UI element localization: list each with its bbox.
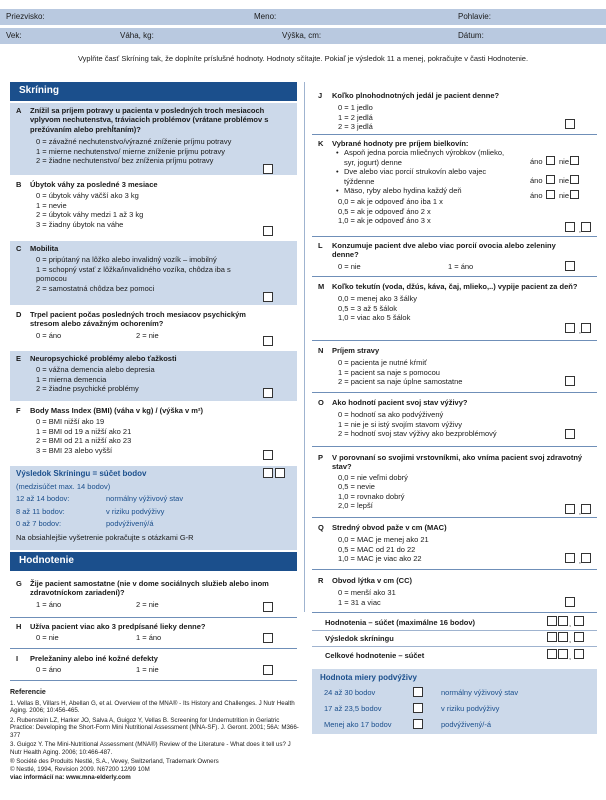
i-opt-1: 1 = nie xyxy=(136,665,159,675)
question-d-text: Trpel pacient počas posledných troch mesiacov psychickým stresom alebo závažným ochorením? xyxy=(30,310,246,329)
e-opt-2: 2 = žiadne psychické problémy xyxy=(36,384,139,394)
screening-note: Na obsiahlejšie vyšetrenie pokračujte s otázkami G-R xyxy=(16,532,194,542)
question-m-text: Koľko tekutín (voda, džús, káva, čaj, mlieko,..) vypije pacient za deň? xyxy=(332,282,578,291)
question-o xyxy=(312,395,597,445)
question-o-text: Ako hodnotí pacient svoj stav výživy? xyxy=(332,398,468,407)
k3-no-label: nie xyxy=(559,191,570,200)
m-score-box-2[interactable] xyxy=(578,323,591,335)
j-opt-2: 2 = 3 jedlá xyxy=(338,122,373,132)
divider xyxy=(312,276,597,277)
question-f xyxy=(10,403,297,463)
divider xyxy=(10,617,297,618)
f-opt-0: 0 = BMI nižší ako 19 xyxy=(36,417,105,427)
k3-no-box[interactable] xyxy=(570,190,579,199)
final-text-2: v riziku podvýživy xyxy=(441,704,500,713)
letter-p: P xyxy=(318,453,324,462)
sex-label: Pohlavie: xyxy=(458,12,491,21)
screening-total-label: Výsledok skríningu xyxy=(325,634,394,643)
assessment-header: Hodnotenie xyxy=(10,552,297,571)
k2-yes-label: áno xyxy=(530,176,543,185)
b-opt-0: 0 = úbytok váhy väčší ako 3 kg xyxy=(36,191,139,201)
question-b xyxy=(10,177,297,239)
divider xyxy=(312,134,597,135)
res-range-2: 8 až 11 bodov: xyxy=(16,506,65,516)
assessment-total-box-2[interactable] xyxy=(558,616,568,626)
age-label: Vek: xyxy=(6,31,22,40)
letter-d: D xyxy=(16,310,22,319)
question-j xyxy=(312,88,597,132)
o-opt-1: 1 = nie je si istý svojím stavom výživy xyxy=(338,419,462,429)
firstname-label: Meno: xyxy=(254,12,277,21)
divider xyxy=(10,648,297,649)
letter-k: K xyxy=(318,139,324,148)
o-score-box[interactable] xyxy=(565,429,575,439)
r-score-box[interactable] xyxy=(565,597,575,607)
k3-yes-box[interactable] xyxy=(546,190,555,199)
letter-g: G xyxy=(16,579,22,588)
height-label: Výška, cm: xyxy=(282,31,322,40)
res-text-1: normálny výživový stav xyxy=(106,494,184,504)
question-c xyxy=(10,241,297,305)
letter-f: F xyxy=(16,406,21,415)
letter-e: E xyxy=(16,354,22,363)
copyright: © Nestlé, 1994, Revision 2009. N67200 12/99 10M xyxy=(10,766,150,774)
overall-total-box-3[interactable] xyxy=(574,649,584,659)
m-opt-2: 1,0 = viac ako 5 šálok xyxy=(338,313,411,323)
question-h xyxy=(10,619,297,647)
l-score-box[interactable] xyxy=(565,261,575,271)
r-opt-1: 1 = 31 a viac xyxy=(338,597,381,607)
k3-yes-label: áno xyxy=(530,191,543,200)
final-text-1: normálny výživový stav xyxy=(441,688,519,697)
k2-no-box[interactable] xyxy=(570,175,579,184)
k-bullet-1: • Aspoň jedna porcia mliečnych výrobkov (mlieko, syr, jogurt) denne xyxy=(336,148,505,167)
assessment-total-label: Hodnotenia – súčet (maximálne 16 bodov) xyxy=(325,618,476,627)
k1-no-label: nie xyxy=(559,157,570,166)
f-opt-2: 2 = BMI od 21 a nižší ako 23 xyxy=(36,436,132,446)
final-range-1: 24 až 30 bodov xyxy=(324,688,376,697)
overall-total-box-1[interactable] xyxy=(547,649,557,659)
m-score-box-1[interactable] xyxy=(565,323,575,333)
a-score-box[interactable] xyxy=(263,164,273,174)
final-box-2[interactable] xyxy=(413,703,423,713)
letter-n: N xyxy=(318,346,324,355)
d-opt-1: 2 = nie xyxy=(136,330,159,340)
trademark: ® Société des Produits Nestlé, S.A., Vevey, Switzerland, Trademark Owners xyxy=(10,758,219,766)
g-opt-1: 2 = nie xyxy=(136,599,159,609)
o-opt-0: 0 = hodnotí sa ako podvýživený xyxy=(338,410,444,420)
n-opt-0: 0 = pacienta je nutné kŕmiť xyxy=(338,358,427,368)
header-row-1 xyxy=(0,9,606,25)
b-score-box[interactable] xyxy=(263,226,273,236)
result-box-2[interactable] xyxy=(275,468,285,478)
m-opt-0: 0,0 = menej ako 3 šálky xyxy=(338,294,418,304)
overall-total-label: Celkové hodnotenie – súčet xyxy=(325,651,425,660)
k-opt-1: 0,5 = ak je odpoveď áno 2 x xyxy=(338,206,431,216)
n-opt-2: 2 = pacient sa naje úplne samostatne xyxy=(338,377,463,387)
question-h-text: Užíva pacient viac ako 3 predpísané lieky denne? xyxy=(30,622,206,631)
question-q xyxy=(312,520,597,568)
j-score-box[interactable] xyxy=(565,119,575,129)
k-bullet-3-text: Mäso, ryby alebo hydina každý deň xyxy=(344,185,462,195)
question-i xyxy=(10,651,297,679)
c-opt-1: 1 = schopný vstať z lôžka/invalidného vozíka, chôdza iba s pomocou xyxy=(36,264,231,284)
n-score-box[interactable] xyxy=(565,376,575,386)
column-divider xyxy=(304,82,305,612)
divider xyxy=(312,340,597,341)
d-opt-0: 0 = áno xyxy=(36,330,62,340)
q-opt-2: 1,0 = MAC je viac ako 22 xyxy=(338,554,422,564)
p-opt-2: 1,0 = rovnako dobrý xyxy=(338,491,405,501)
references xyxy=(10,689,300,781)
q-score-box-2[interactable] xyxy=(578,553,591,565)
decimal-comma: , xyxy=(578,556,581,565)
j-opt-1: 1 = 2 jedlá xyxy=(338,112,373,122)
i-score-box[interactable] xyxy=(263,665,273,675)
g-opt-0: 1 = áno xyxy=(36,599,62,609)
c-opt-0: 0 = pripútaný na lôžko alebo invalidný vozík – imobilný xyxy=(36,255,217,265)
final-box-1[interactable] xyxy=(413,687,423,697)
question-g xyxy=(10,576,297,616)
k1-yes-label: áno xyxy=(530,157,543,166)
res-range-1: 12 až 14 bodov: xyxy=(16,494,70,504)
f-opt-3: 3 = BMI 23 alebo vyšší xyxy=(36,445,113,455)
q-score-box-1[interactable] xyxy=(565,553,575,563)
q-opt-0: 0,0 = MAC je menej ako 21 xyxy=(338,535,429,545)
divider xyxy=(312,392,597,393)
res-text-3: podvýživený/á xyxy=(106,519,154,529)
f-opt-1: 1 = BMI od 19 a nižší ako 21 xyxy=(36,426,132,436)
letter-l: L xyxy=(318,241,323,250)
screening-result-title: Výsledok Skríningu = súčet bodov xyxy=(16,469,147,478)
date-label: Dátum: xyxy=(458,31,484,40)
question-i-text: Preležaniny alebo iné kožné defekty xyxy=(30,654,158,663)
p-opt-1: 0,5 = nevie xyxy=(338,482,375,492)
letter-h: H xyxy=(16,622,22,631)
k-bullet-1-text: Aspoň jedna porcia mliečnych výrobkov (mlieko, syr, jogurt) denne xyxy=(344,148,505,167)
k-opt-0: 0,0 = ak je odpoveď áno iba 1 x xyxy=(338,197,443,207)
letter-q: Q xyxy=(318,523,324,532)
question-g-text: Žije pacient samostatne (nie v dome sociálnych služieb alebo inom zdravotníckom zariadení)? xyxy=(30,579,269,598)
e-opt-1: 1 = mierna demencia xyxy=(36,374,107,384)
f-score-box[interactable] xyxy=(263,450,273,460)
d-score-box[interactable] xyxy=(263,336,273,346)
k1-no-box[interactable] xyxy=(570,156,579,165)
question-e xyxy=(10,351,297,401)
divider xyxy=(312,612,597,613)
question-k-text: Vybrané hodnoty pre príjem bielkovín: xyxy=(332,139,469,148)
k1-yes-box[interactable] xyxy=(546,156,555,165)
c-score-box[interactable] xyxy=(263,292,273,302)
question-c-text: Mobilita xyxy=(30,244,59,253)
k-opt-2: 1,0 = ak je odpoveď áno 3 x xyxy=(338,216,431,225)
divider xyxy=(312,630,597,631)
a-opt-2: 2 = žiadne nechutenstvo/ bez zníženia príjmu potravy xyxy=(36,155,214,165)
question-q-text: Stredný obvod paže v cm (MAC) xyxy=(332,523,447,532)
question-n-text: Príjem stravy xyxy=(332,346,380,355)
question-p xyxy=(312,450,597,516)
n-opt-1: 1 = pacient sa naje s pomocou xyxy=(338,367,440,377)
letter-m: M xyxy=(318,282,325,291)
question-l-text: Konzumuje pacient dve alebo viac porcií ovocia alebo zeleniny denne? xyxy=(332,241,556,260)
p-opt-0: 0,0 = nie veľmi dobrý xyxy=(338,472,408,482)
question-p-text: V porovnaní so svojimi vrstovníkmi, ako vníma pacient svoj zdravotný stav? xyxy=(332,453,583,472)
decimal-comma: , xyxy=(578,326,581,335)
question-r xyxy=(312,573,597,611)
screening-total-box-1[interactable] xyxy=(547,632,557,642)
res-range-3: 0 až 7 bodov: xyxy=(16,519,62,529)
decimal-comma: , xyxy=(569,635,572,644)
m-opt-1: 0,5 = 3 až 5 šálok xyxy=(338,303,397,313)
h-opt-1: 1 = áno xyxy=(136,633,162,643)
final-box-3[interactable] xyxy=(413,719,423,729)
question-d xyxy=(10,307,297,349)
h-opt-0: 0 = nie xyxy=(36,633,59,643)
i-opt-0: 0 = áno xyxy=(36,665,62,675)
final-text-3: podvýživený/-á xyxy=(441,720,492,729)
final-range-2: 17 až 23,5 bodov xyxy=(324,704,382,713)
divider xyxy=(312,446,597,447)
screening-header: Skríning xyxy=(10,82,297,101)
b-opt-2: 2 = úbytok váhy medzi 1 až 3 kg xyxy=(36,210,144,220)
weight-label: Váha, kg: xyxy=(120,31,154,40)
letter-b: B xyxy=(16,180,22,189)
divider xyxy=(312,236,597,237)
j-opt-0: 0 = 1 jedlo xyxy=(338,103,373,113)
k-bullet-3: • Mäso, ryby alebo hydina každý deň xyxy=(336,185,462,195)
screening-total-box-2[interactable] xyxy=(558,632,568,642)
letter-o: O xyxy=(318,398,324,407)
question-m xyxy=(312,279,597,339)
ref-3: 3. Guigoz Y. The Mini-Nutritional Assessment (MNA®) Review of the Literature - What does it tell us? J Nutr Health Aging. 2006; 10:466-487. xyxy=(10,741,291,756)
overall-total-box-2[interactable] xyxy=(558,649,568,659)
r-opt-0: 0 = menší ako 31 xyxy=(338,588,396,598)
question-f-text: Body Mass Index (BMI) (váha v kg) / (výška v m²) xyxy=(30,406,203,415)
letter-r: R xyxy=(318,576,324,585)
question-n xyxy=(312,343,597,391)
p-score-box-1[interactable] xyxy=(565,504,575,514)
assessment-total-box-3[interactable] xyxy=(574,616,584,626)
question-r-text: Obvod lýtka v cm (CC) xyxy=(332,576,413,585)
decimal-comma: , xyxy=(578,225,581,234)
decimal-comma: , xyxy=(569,652,572,661)
a-opt-1: 1 = mierne nechutenstvo/ mierne zníženie príjmu potravy xyxy=(36,146,226,156)
instructions: Vyplňte časť Skríning tak, že doplníte príslušné hodnoty. Hodnoty sčítajte. Pokiaľ je výsledok 11 a menej, pokračujte v časti Hodnotenie. xyxy=(77,54,529,63)
ref-1: 1. Vellas B, Villars H, Abellan G, et al. Overview of the MNA® - Its History and Challenges. J Nutr Health Aging. 2006; 10:456-465. xyxy=(10,699,295,715)
k2-yes-box[interactable] xyxy=(546,175,555,184)
question-k xyxy=(312,136,597,234)
c-opt-2: 2 = samostatná chôdza bez pomoci xyxy=(36,283,155,293)
e-score-box[interactable] xyxy=(263,388,273,398)
k-score-box-1[interactable] xyxy=(565,222,575,232)
a-opt-0: 0 = závažné nechutenstvo/výrazné zníženie príjmu potravy xyxy=(36,137,232,147)
divider xyxy=(312,569,597,570)
decimal-comma: , xyxy=(578,507,581,516)
question-l xyxy=(312,238,597,274)
k2-no-label: nie xyxy=(559,176,570,185)
o-opt-2: 2 = hodnotí svoj stav výživy ako bezproblémový xyxy=(338,429,497,439)
e-opt-0: 0 = vážna demencia alebo depresia xyxy=(36,365,155,375)
p-opt-3: 2,0 = lepší xyxy=(338,500,373,510)
b-opt-1: 1 = nevie xyxy=(36,200,67,210)
letter-j: J xyxy=(318,91,323,100)
malnutrition-indicator xyxy=(312,669,597,734)
divider xyxy=(312,517,597,518)
q-opt-1: 0,5 = MAC od 21 do 22 xyxy=(338,544,416,554)
k-score-box-2[interactable] xyxy=(578,222,591,234)
surname-label: Priezvisko: xyxy=(6,12,45,21)
p-score-box-2[interactable] xyxy=(578,504,591,516)
screening-total-box-3[interactable] xyxy=(574,632,584,642)
question-a xyxy=(10,103,297,175)
letter-i: I xyxy=(16,654,19,663)
l-opt-1: 1 = áno xyxy=(448,261,474,271)
question-e-text: Neuropsychické problémy alebo ťažkosti xyxy=(30,354,177,363)
question-j-text: Koľko plnohodnotných jedál je pacient denne? xyxy=(332,91,500,100)
g-score-box[interactable] xyxy=(263,602,273,612)
screening-result xyxy=(10,466,297,550)
divider xyxy=(10,680,297,681)
h-score-box[interactable] xyxy=(263,633,273,643)
ref-2: 2. Rubenstein LZ, Harker JO, Salva A, Guigoz Y, Vellas B. Screening for Undernutrition in Geriatric Practice: Developing the Short-Form Mini Nutritional Assessment (MNA-SF). J. Geront. 2001; 56A: M366-377 xyxy=(10,716,299,739)
k-bullet-2: • Dve alebo viac porcií strukovín alebo vajec týždenne xyxy=(336,167,487,186)
more-info-link[interactable]: viac informácií na: www.mna-elderly.com xyxy=(10,773,131,781)
b-opt-3: 3 = žiadny úbytok na váhe xyxy=(36,219,124,229)
final-range-3: Menej ako 17 bodov xyxy=(324,720,392,729)
divider xyxy=(312,646,597,647)
result-box-1[interactable] xyxy=(263,468,273,478)
decimal-comma: , xyxy=(569,619,572,628)
l-opt-0: 0 = nie xyxy=(338,261,361,271)
letter-c: C xyxy=(16,244,22,253)
screening-result-sub: (medzisúčet max. 14 bodov) xyxy=(16,482,111,491)
question-b-text: Úbytok váhy za posledné 3 mesiace xyxy=(30,180,158,189)
references-title: Referencie xyxy=(10,689,46,696)
k-bullet-2-text: Dve alebo viac porcií strukovín alebo vajec týždenne xyxy=(344,167,487,186)
header-row-2 xyxy=(0,28,606,44)
assessment-total-box-1[interactable] xyxy=(547,616,557,626)
malnutrition-title: Hodnota miery podvýživy xyxy=(320,673,417,682)
res-text-2: v riziku podvýživy xyxy=(106,506,165,516)
question-a-text: Znížil sa príjem potravy u pacienta v posledných troch mesiacoch vplyvom nechutenstva, tráviacich problémov (vrátane problémov s prežúvaním alebo prehĺtaním)? xyxy=(30,106,269,134)
letter-a: A xyxy=(16,106,22,115)
